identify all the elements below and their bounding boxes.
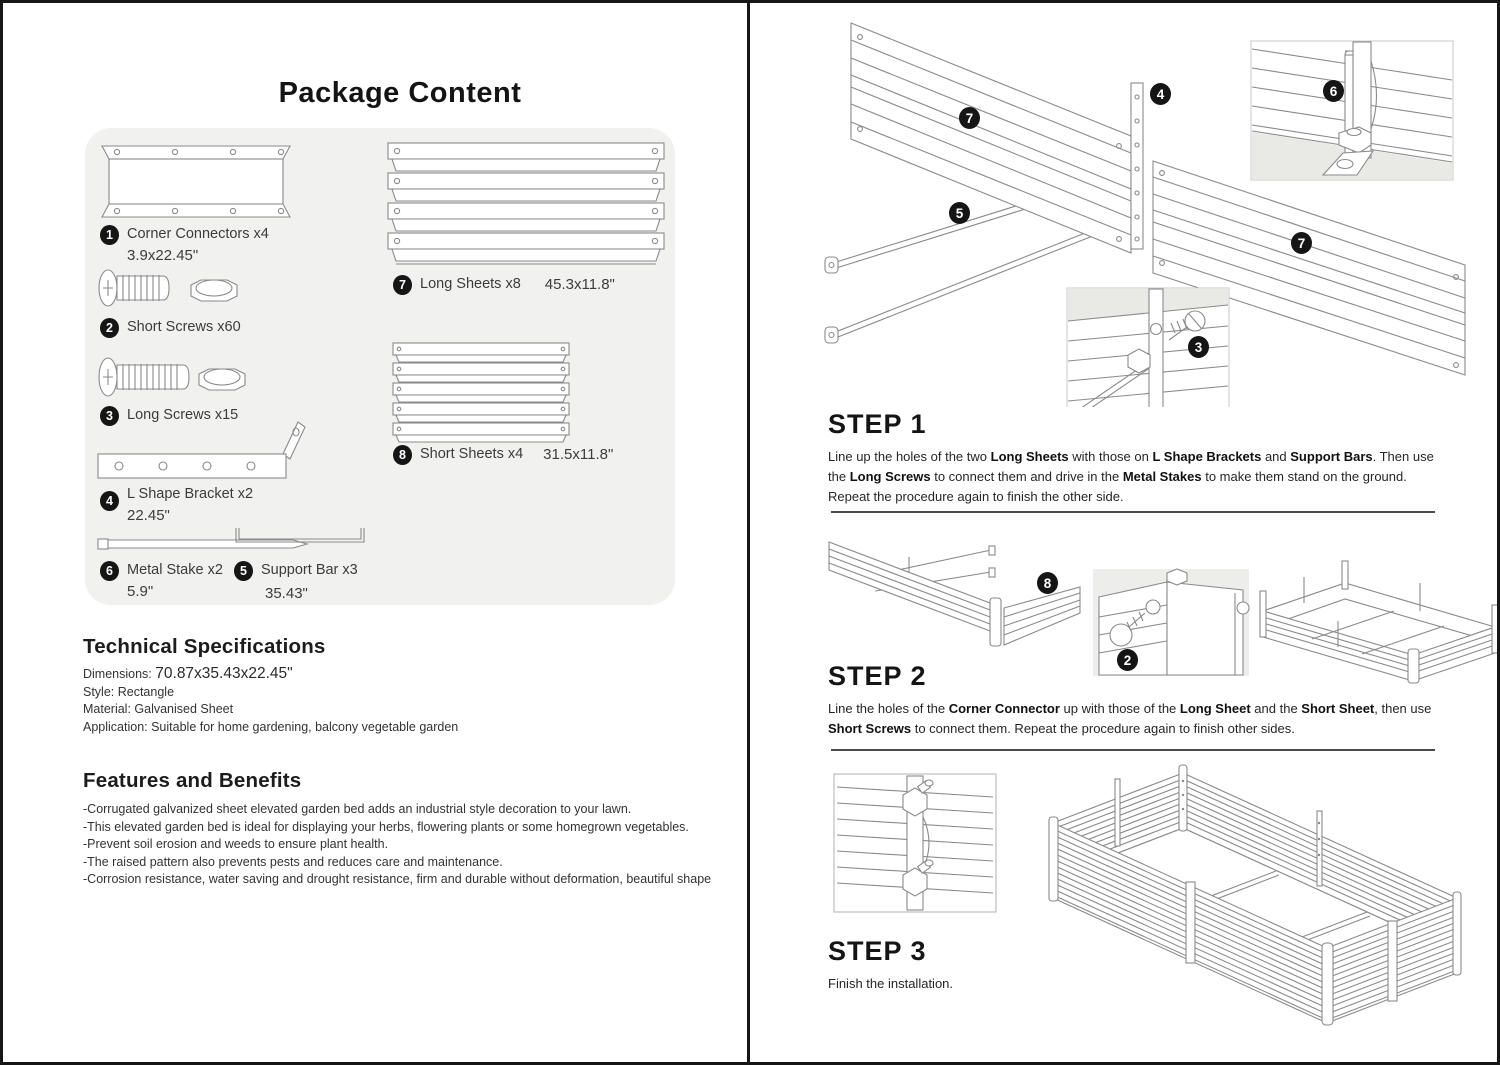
step3-bolt-inset [833, 773, 997, 913]
item-label: Support Bar x3 [261, 562, 358, 578]
step1-description: Line up the holes of the two Long Sheets with those on L Shape Brackets and Support Bars. Then use the Long Screws to connect them and drive in the Metal Stakes to make them stand on the ground. Repeat the procedure again to finish the other side. [828, 449, 1434, 504]
marker-long-sheet: 7 [959, 107, 980, 129]
item-dimension: 5.9" [127, 583, 154, 600]
item-badge: 2 [100, 318, 119, 338]
item-dimension: 45.3x11.8" [544, 276, 615, 293]
step1-diagram [823, 11, 1495, 407]
spec-material: Material: Galvanised Sheet [83, 702, 234, 716]
item-label: Metal Stake x2 [127, 562, 223, 578]
partial-assembly [829, 542, 1080, 646]
marker-support-bar: 5 [949, 202, 970, 224]
corner-connector-drawing [97, 145, 295, 219]
marker-long-sheet-2: 7 [1291, 232, 1312, 254]
marker-short-screw: 2 [1117, 649, 1138, 671]
item-dimension: 3.9x22.45" [127, 247, 199, 264]
tech-specs-heading: Technical Specifications [83, 635, 326, 658]
item-badge: 1 [100, 225, 119, 245]
section-divider [831, 511, 1435, 513]
item-label: Corner Connectors x4 [127, 226, 269, 242]
item-badge: 7 [393, 275, 412, 295]
features-heading: Features and Benefits [83, 769, 302, 792]
left-long-sheet [851, 23, 1131, 253]
item-label: L Shape Bracket x2 [127, 486, 254, 502]
feature-line: -Prevent soil erosion and weeds to ensure plant health. [83, 837, 389, 851]
item-dimension: 31.5x11.8" [543, 446, 614, 463]
step2-description: Line the holes of the Corner Connector up with those of the Long Sheet and the Short Sheet, then use Short Screws to connect them. Repeat the procedure again to finish other sides. [828, 701, 1432, 736]
feature-line: -The raised pattern also prevents pests and reduces care and maintenance. [83, 854, 503, 869]
package-item [100, 485, 253, 525]
item-badge: 6 [100, 561, 119, 581]
marker-long-screw: 3 [1188, 336, 1209, 358]
item-label: Short Sheets x4 [420, 446, 524, 462]
package-item [100, 561, 223, 601]
spec-dimensions: Dimensions: 70.87x35.43x22.45" [83, 665, 293, 682]
package-content-panel [85, 128, 675, 605]
item-badge: 3 [100, 406, 119, 426]
step1-title: STEP 1 [828, 409, 927, 439]
item-label: Long Sheets x8 [420, 276, 521, 292]
package-item [393, 445, 613, 465]
stake-detail-inset [1251, 41, 1453, 180]
step2-section [828, 661, 1460, 739]
marker-bracket: 4 [1150, 83, 1171, 105]
long-sheets-drawing [387, 142, 665, 266]
features-and-benefits [83, 769, 743, 889]
item-dimension: 22.45" [127, 507, 170, 524]
item-label: Short Screws x60 [127, 319, 241, 335]
center-divider [747, 3, 750, 1065]
item-dimension: 35.43" [265, 585, 308, 602]
spec-application: Application: Suitable for home gardening, balcony vegetable garden [83, 719, 459, 734]
package-item [393, 275, 615, 295]
spec-dimensions-value: 70.87x35.43x22.45" [155, 665, 293, 682]
step1-section [828, 409, 1442, 507]
short-screw-drawing [97, 268, 249, 308]
short-sheets-drawing [392, 342, 570, 444]
support-bar-drawing [233, 527, 367, 549]
step2-title: STEP 2 [828, 661, 927, 691]
package-item [234, 561, 358, 603]
feature-line: -Corrosion resistance, water saving and drought resistance, firm and durable without deformation, beautiful shape [83, 872, 712, 886]
item-label: Long Screws x15 [127, 407, 239, 423]
l-shape-bracket-drawing [97, 418, 309, 482]
item-badge: 5 [234, 561, 253, 581]
step1-assembly-drawing [823, 11, 1495, 407]
spec-style: Style: Rectangle [83, 684, 175, 699]
long-screw-drawing [97, 356, 255, 398]
item-badge: 4 [100, 491, 119, 511]
package-item [100, 225, 269, 265]
step3-title: STEP 3 [828, 936, 927, 966]
l-shape-bracket [1131, 83, 1143, 249]
step3-description: Finish the installation. [828, 976, 954, 991]
package-item [100, 318, 241, 338]
feature-line: -Corrugated galvanized sheet elevated garden bed adds an industrial style decoration to your lawn. [83, 802, 632, 816]
feature-line: -This elevated garden bed is ideal for displaying your herbs, flowering plants or some homegrown vegetables. [83, 819, 689, 834]
marker-metal-stake: 6 [1323, 80, 1344, 102]
page-title: Package Content [278, 77, 522, 109]
marker-short-sheet: 8 [1037, 572, 1058, 594]
step3-section [828, 936, 1442, 994]
step3-finished-bed-drawing [1035, 751, 1497, 1051]
item-badge: 8 [393, 445, 412, 465]
technical-specifications [83, 635, 723, 736]
